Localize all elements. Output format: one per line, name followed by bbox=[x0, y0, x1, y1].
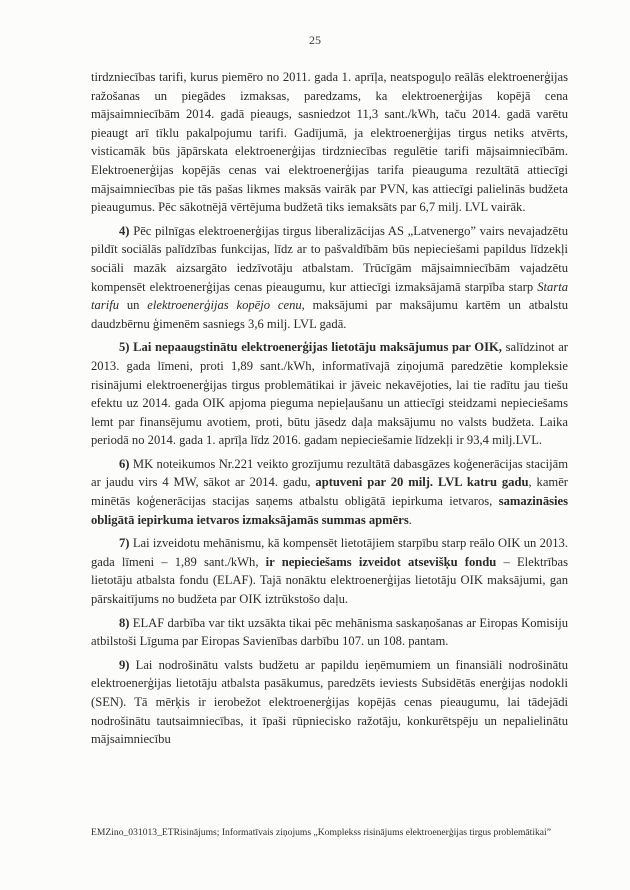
paragraph-text: salīdzinot ar 2013. gada līmeni, proti 1,89 sant./kWh, informatīvajā ziņojumā paredzētie kompleksie risinājumi elektroenerģijas tirgus problemātikai ir jāveic nekavējoties, lai tie radītu jau tiešu efektu uz 2014. gada OIK apjoma pieguma nepieļaušanu un attiecīgi steidzami nepieciešams lemt par finansējumu avotiem, proti, būtu jāsedz daļa maksājumu no valsts budžeta. Laika periodā no 2014. gada 1. aprīļa līdz 2016. gadam nepieciešamie līdzekļi ir 93,4 milj.LVL. bbox=[91, 340, 568, 448]
paragraph-number: 6) bbox=[119, 456, 130, 471]
paragraph-heading: 5) Lai nepaaugstinātu elektroenerģijas lietotāju maksājumus par OIK, bbox=[119, 340, 502, 355]
paragraph-number: 4) bbox=[119, 223, 130, 238]
document-footer: EMZino_031013_ETRisinājums; Informatīvais ziņojums „Komplekss risinājums elektroenerģijas tirgus problemātikai” bbox=[91, 827, 551, 838]
bold-text: samazināsies obligātā iepirkuma ietvaros izmaksājamās summas apmērs bbox=[91, 494, 568, 527]
paragraph-text: , kamēr minētās koģenerācijas stacijas saņems atbalstu obligātā iepirkuma ietvaros, bbox=[91, 475, 568, 509]
page-number: 25 bbox=[309, 33, 321, 47]
emphasis-text: Starta tarifu bbox=[91, 279, 568, 313]
paragraph-number: 9) bbox=[119, 657, 130, 672]
paragraph-text: MK noteikumos Nr.221 veikto grozījumu rezultātā dabasgāzes koģenerācijas stacijām ar jaudu virs 4 MW, sākot ar 2014. gadu, bbox=[91, 456, 568, 490]
paragraph-text: ELAF darbība var tikt uzsākta tikai pēc mehānisma saskaņošanas ar Eiropas Komisiju atbilstoši Līguma par Eiropas Savienības darbību 107. un 108. pantam. bbox=[91, 615, 568, 649]
bold-text: aptuveni par 20 milj. LVL katru gadu bbox=[315, 475, 529, 490]
paragraph-8 bbox=[91, 614, 568, 651]
paragraph-text: tirdzniecības tarifi, kurus piemēro no 2011. gada 1. aprīļa, neatspoguļo reālās elektroenerģijas ražošanas un piegādes izmaksas, paredzams, ka elektroenerģijas kopējā cena mājsaimniecībām 2014. gadā pieaugs, sasniedzot 11,3 sant./kWh, taču 2014. gadā varētu pieaugt arī tīklu pakalpojumu tarifi. Gadījumā, ja elektroenerģijas tirgus netiks atvērts, visticamāk būs jāpārskata elektroenerģijas tirdzniecības regulētie tarifi mājsaimniecībām. Elektroenerģijas kopējās cenas vai elektroenerģijas tarifa pieauguma rezultātā attiecīgi mājsaimniecības pie tās pašas likmes maksās vairāk par PVN, kas attiecīgi palielinās budžeta pieaugumus. Pēc sākotnējā vērtējuma budžetā tiks iemaksāts par 6,7 milj. LVL vairāk. bbox=[91, 70, 568, 215]
emphasis-text: elektroenerģijas kopējo cenu bbox=[147, 298, 302, 313]
paragraph-text: un bbox=[119, 298, 148, 313]
bold-text: ir nepieciešams izveidot atsevišķu fondu bbox=[265, 554, 497, 569]
paragraph-text: . bbox=[408, 512, 412, 527]
paragraph-text: Lai nodrošinātu valsts budžetu ar papildu ieņēmumiem un finansiāli nodrošinātu elektroenerģijas lietotāju atbalsta pasākumus, paredzēts ieviests Subsidētās enerģijas nodokli (SEN). Tā mērķis ir ierobežot elektroenerģijas kopējās cenas pieaugumu, lai tādejādi nodrošinātu tautsaimniecības, it īpaši rūpniecisko ražotāju, konkurētspēju un nepalielinātu mājsaimniecību bbox=[91, 657, 568, 747]
paragraph-text: Pēc pilnīgas elektroenerģijas tirgus liberalizācijas AS „Latvenergo” vairs nevajadzētu pildīt sociālās palīdzības funkcijas, līdz ar to pašvaldībām būs nepieciešami papildus līdzekļi sociāli mazāk aizsargāto iedzīvotāju atbalstam. Trūcīgām mājsaimniecībām vajadzētu kompensēt elektroenerģijas cenas pieaugumu, kur attiecīgi izmaksājamā starpība starp bbox=[91, 223, 568, 294]
paragraph-text: Lai izveidotu mehānismu, kā kompensēt lietotājiem starpību starp reālo OIK un 2013. gada līmeni – 1,89 sant./kWh, bbox=[91, 536, 568, 569]
paragraph-text: , maksājumi par maksājumu kartēm un atbalstu daudzbērnu ģimenēm sasniegs 3,6 milj. LVL gadā. bbox=[91, 298, 568, 331]
paragraph-9 bbox=[91, 656, 568, 749]
paragraph-4 bbox=[91, 222, 568, 334]
paragraph-number: 7) bbox=[119, 536, 130, 551]
paragraph-continuation bbox=[91, 68, 568, 217]
document-body bbox=[91, 68, 568, 751]
paragraph-number: 8) bbox=[119, 615, 130, 630]
paragraph-5 bbox=[91, 338, 568, 450]
paragraph-7 bbox=[91, 534, 568, 608]
paragraph-text: – Elektrības lietotāju atbalsta fondu (ELAF). Tajā nonāktu elektroenerģijas lietotāju OIK maksājumi, gan pārskaitījums no budžeta par OIK iztrūkstošo daļu. bbox=[91, 554, 568, 607]
paragraph-6 bbox=[91, 455, 568, 529]
